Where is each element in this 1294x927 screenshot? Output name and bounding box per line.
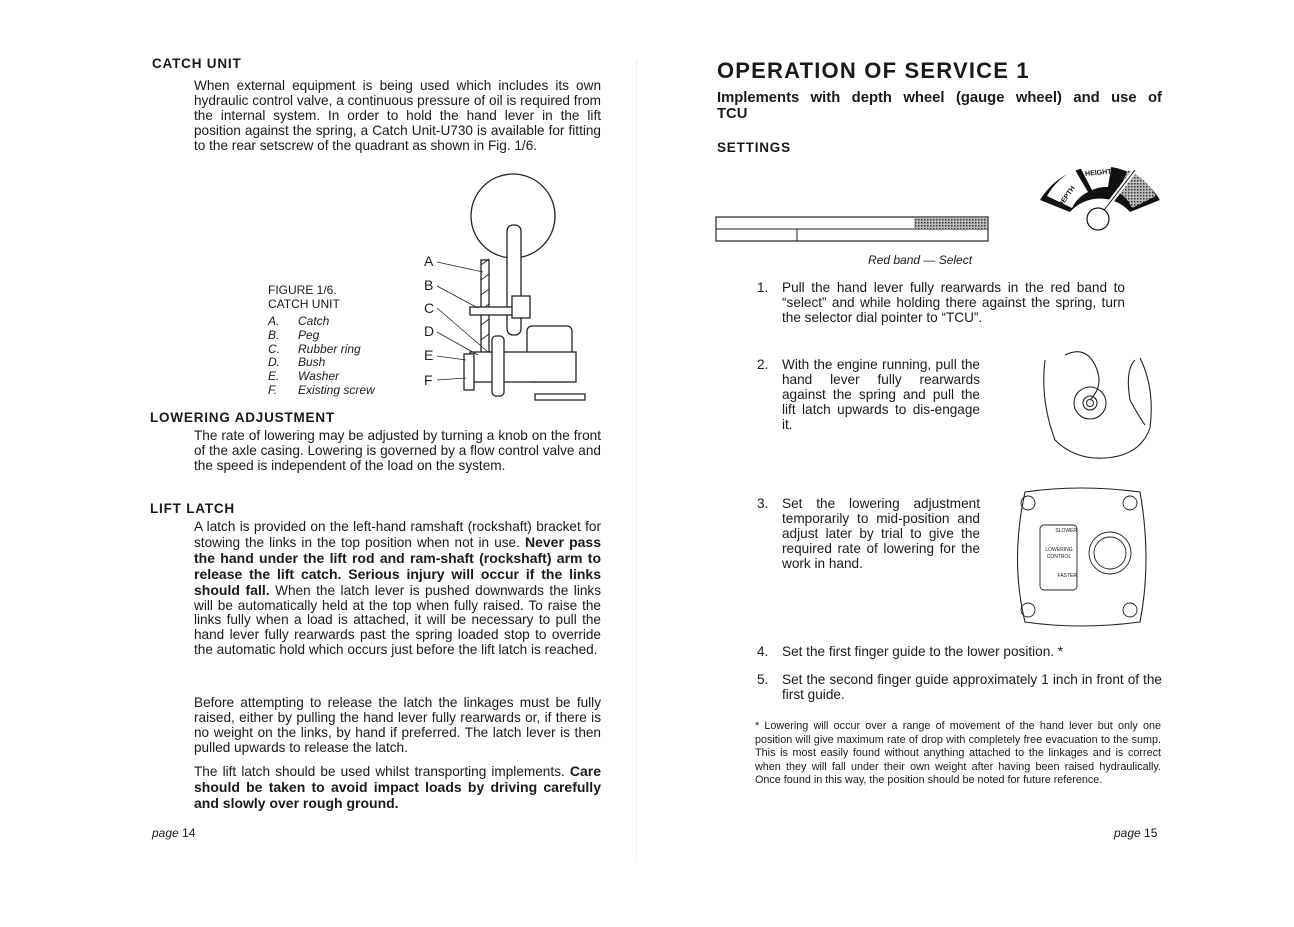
callout-a: A: [424, 253, 434, 269]
figure-legend: [268, 315, 375, 398]
safety-warning: Never pass the hand under the lift rod and ram-shaft (rockshaft) arm to release the lift catch. Serious injury will occur if the links should fall.: [194, 533, 602, 598]
lift-latch-para-3: The lift latch should be used whilst transporting implements. Care should be taken to avoid impact loads by driving carefully and slowly over rough ground.: [194, 763, 601, 811]
callout-c: C: [424, 300, 435, 316]
dial-label-height: HEIGHT: [1084, 168, 1112, 178]
legend-item: E. Washer: [268, 369, 340, 384]
callout-e: E: [424, 347, 434, 363]
step-text: Set the second finger guide approximately 1 inch in front of the first guide.: [782, 672, 1162, 702]
catch-unit-body: When external equipment is being used which includes its own hydraulic control valve, a continuous pressure of oil is required from the internal system. In order to hold the hand lever in the lift position against the spring, a Catch Unit-U730 is available for fitting to the rear setscrew of the quadrant as shown in Fig. 1/6.: [194, 78, 601, 153]
control-label: CONTROL: [1046, 554, 1072, 560]
band-caption: Red band — Select: [868, 253, 973, 267]
lift-latch-para-2: Before attempting to release the latch the linkages must be fully raised, either by pulling the hand lever fully rearwards or, if there is no weight on the links, by hand if preferred. The latch lever is then pulled upwards to release the latch.: [194, 695, 601, 755]
legend-item: F. Existing screw: [268, 382, 375, 397]
step-number: 5.: [757, 672, 769, 687]
faster-label: FASTER: [1057, 573, 1077, 579]
slower-label: SLOWER: [1055, 528, 1077, 534]
lowering-control-label: [1041, 528, 1077, 580]
lift-latch-heading: LIFT LATCH: [150, 501, 235, 516]
legend-item: A. Catch: [268, 314, 330, 328]
settings-heading: SETTINGS: [717, 140, 791, 155]
figure-number: FIGURE 1/6.: [268, 283, 337, 297]
legend-item: B. Peg: [268, 327, 320, 342]
lift-latch-para-1: A latch is provided on the left-hand ramshaft (rockshaft) bracket for stowing the links in the top position when not in use. Never pass the hand under the lift rod and ram-shaft (rockshaft) arm to release the lift catch. Serious injury will occur if the links should fall. When the latch lever is pushed downwards the links will be automatically held at the top when fully raised. To raise the links fully when a load is attached, it will be necessary to pull the hand lever fully rearwards past the spring loaded stop to override the automatic hold which occurs just before the lift latch is reached.: [194, 519, 602, 658]
callout-f: F: [424, 372, 433, 388]
legend-item: D. Bush: [268, 355, 326, 370]
step-number: 4.: [757, 644, 769, 659]
legend-item: C. Rubber ring: [268, 341, 361, 356]
page-gutter: [636, 60, 637, 860]
dial-label-depth: DEPTH: [1057, 184, 1077, 209]
step-text: Set the lowering adjustment temporarily to mid-position and adjust later by trial to give the required rate of lowering for the work in hand.: [782, 496, 980, 571]
page-title: OPERATION OF SERVICE 1: [717, 58, 1030, 83]
step-number: 2.: [757, 357, 769, 372]
figure-title: CATCH UNIT: [268, 296, 340, 311]
caution-text: Care should be taken to avoid impact loads by driving carefully and slowly over rough ground.: [194, 763, 601, 811]
callout-d: D: [424, 323, 435, 339]
red-band: [914, 218, 987, 229]
page-number-left: page 14: [152, 826, 196, 840]
step-text: Set the first finger guide to the lower position. *: [782, 644, 1064, 659]
callout-b: B: [424, 277, 434, 293]
step-number: 1.: [757, 280, 769, 295]
step-number: 3.: [757, 496, 769, 511]
lowering-body: The rate of lowering may be adjusted by turning a knob on the front of the axle casing. Lowering is governed by a flow control valve and the speed is independent of the load on the system.: [194, 428, 601, 473]
figure-caption: [268, 284, 340, 311]
step-text: With the engine running, pull the hand lever fully rearwards against the spring and pull the lift latch upwards to dis-engage it.: [782, 357, 980, 432]
lowering-control-plate: [0, 0, 1, 1]
catch-unit-heading: CATCH UNIT: [152, 56, 242, 71]
page-number-right: page 15: [1114, 826, 1158, 840]
step-text: Pull the hand lever fully rearwards in the red band to “select” and while holding there against the spring, turn the selector dial pointer to “TCU”.: [782, 280, 1125, 325]
lowering-heading: LOWERING ADJUSTMENT: [150, 410, 335, 425]
footnote: * Lowering will occur over a range of movement of the hand lever but only one position will give maximum rate of drop with completely free evacuation to the sump. This is most easily found without anything attached to the linkages and is correct when they will fall under their own weight after having been raised hydraulically. Once found in this way, the position should be noted for future reference.: [755, 720, 1161, 786]
lowering-label: LOWERING: [1045, 547, 1073, 553]
page-subtitle: Implements with depth wheel (gauge wheel) and use of TCU: [717, 90, 1162, 122]
